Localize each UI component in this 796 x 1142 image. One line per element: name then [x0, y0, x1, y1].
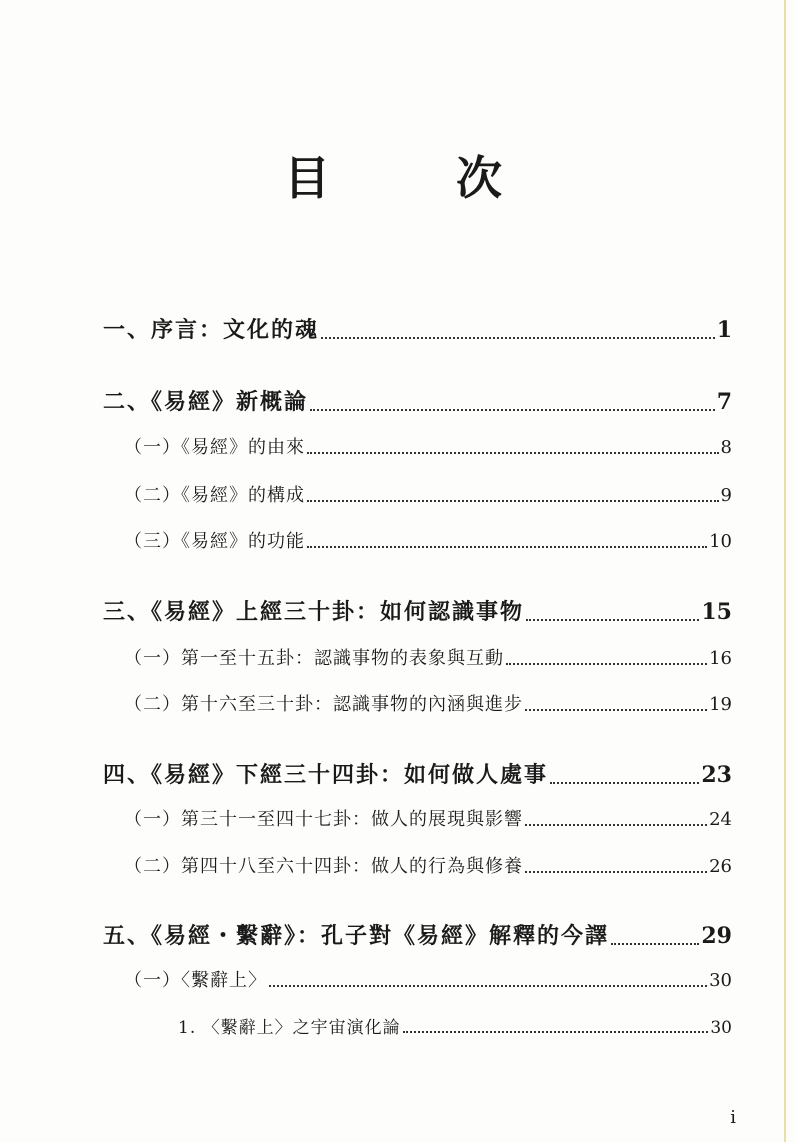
toc-label: （一）第三十一至四十七卦：做人的展現與影響	[124, 809, 523, 830]
toc-entry-chapter-4-1	[124, 805, 732, 831]
leader-dots	[321, 337, 715, 339]
toc-label: （一）〈繫辭上〉	[124, 970, 267, 991]
leader-dots	[307, 546, 707, 548]
toc-page-number: 10	[709, 531, 732, 552]
leader-dots	[310, 409, 715, 411]
toc-page-number: 16	[709, 648, 732, 669]
toc-label: （三）《易經》的功能	[124, 531, 305, 552]
leader-dots	[269, 985, 707, 987]
toc-page-number: 19	[709, 694, 732, 715]
toc-page-number: 7	[716, 389, 732, 415]
toc-label: 五、《易經・繫辭》：孔子對《易經》解釋的今譯	[103, 923, 610, 949]
toc-label: （二）《易經》的構成	[124, 485, 305, 506]
toc-entry-chapter-5	[103, 919, 732, 950]
toc-entry-chapter-2-3	[124, 527, 732, 553]
toc-page-number: 9	[720, 485, 732, 506]
toc-label: 二、《易經》新概論	[103, 389, 309, 415]
folio-page-number: i	[730, 1107, 736, 1128]
leader-dots	[550, 782, 699, 784]
toc-label: 一、序言：文化的魂	[103, 317, 320, 343]
toc-label: 三、《易經》上經三十卦：如何認識事物	[103, 599, 525, 625]
leader-dots	[307, 500, 719, 502]
toc-entry-chapter-3	[103, 595, 732, 626]
toc-label: （一）《易經》的由來	[124, 437, 305, 458]
toc-label: 四、《易經》下經三十四卦：如何做人處事	[103, 762, 549, 788]
toc-label: 1. 〈繫辭上〉之宇宙演化論	[178, 1018, 401, 1038]
toc-entry-chapter-2	[103, 385, 732, 416]
toc-entry-chapter-4-2	[124, 852, 732, 878]
leader-dots	[403, 1031, 709, 1033]
toc-entry-chapter-4	[103, 758, 732, 789]
toc-entry-chapter-5-1-1	[178, 1013, 732, 1038]
toc-page-number: 1	[716, 317, 732, 343]
toc-page-number: 24	[709, 809, 732, 830]
toc-entry-chapter-3-1	[124, 644, 732, 670]
toc-page-number: 15	[701, 599, 732, 625]
toc-label: （二）第十六至三十卦：認識事物的內涵與進步	[124, 694, 523, 715]
leader-dots	[525, 709, 707, 711]
leader-dots	[611, 943, 699, 945]
toc-page-number: 29	[701, 923, 732, 949]
toc-entry-chapter-2-2	[124, 481, 732, 507]
toc-page-number: 26	[709, 856, 732, 877]
leader-dots	[506, 663, 707, 665]
leader-dots	[526, 619, 699, 621]
leader-dots	[307, 452, 719, 454]
toc-page-number: 30	[709, 970, 732, 991]
toc-page-number: 23	[701, 762, 732, 788]
toc-label: （二）第四十八至六十四卦：做人的行為與修養	[124, 856, 523, 877]
page-title: 目 次	[284, 151, 542, 205]
leader-dots	[525, 824, 707, 826]
toc-page-number: 8	[720, 437, 732, 458]
toc-page-number: 30	[710, 1018, 732, 1038]
toc-label: （一）第一至十五卦：認識事物的表象與互動	[124, 648, 504, 669]
toc-entry-chapter-2-1	[124, 433, 732, 459]
toc-entry-chapter-3-2	[124, 690, 732, 716]
toc-entry-chapter-5-1	[124, 966, 732, 992]
leader-dots	[525, 871, 707, 873]
toc-entry-preface	[103, 313, 732, 344]
